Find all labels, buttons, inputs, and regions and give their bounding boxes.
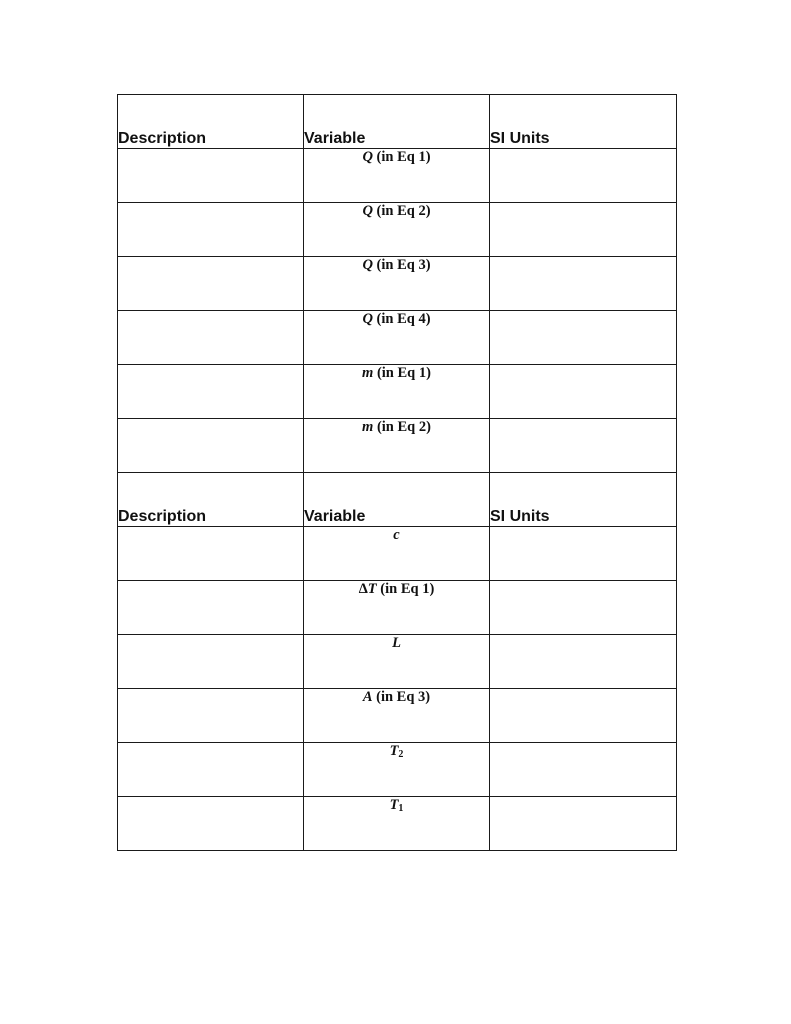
variables-table [117,94,677,851]
si-units-cell[interactable] [490,689,677,743]
variable-subscript: 1 [398,803,404,814]
variable-symbol: A [362,689,373,705]
variable-header: Variable [304,473,490,527]
variable-symbol: L [392,635,401,651]
si-units-cell[interactable] [490,581,677,635]
variable-subscript: 2 [398,749,404,760]
variable-qualifier: (in Eq 2) [373,419,431,435]
table-row [118,689,677,743]
variable-symbol: T [367,581,377,597]
description-cell[interactable] [118,581,304,635]
table-row [118,581,677,635]
si-units-header: SI Units [490,95,677,149]
variable-symbol: Q [362,257,373,273]
variable-symbol: m [362,419,374,435]
si-units-cell[interactable] [490,797,677,851]
si-units-cell[interactable] [490,257,677,311]
variable-symbol: T [389,797,399,813]
table-row [118,257,677,311]
description-cell[interactable] [118,365,304,419]
variable-cell [304,365,490,419]
description-cell[interactable] [118,257,304,311]
variable-cell [304,689,490,743]
variable-header: Variable [304,95,490,149]
variable-symbol: Q [362,311,373,327]
si-units-cell[interactable] [490,149,677,203]
table-row [118,203,677,257]
variable-qualifier: (in Eq 3) [372,257,431,273]
si-units-cell[interactable] [490,635,677,689]
description-cell[interactable] [118,797,304,851]
variable-cell [304,581,490,635]
si-units-cell[interactable] [490,743,677,797]
variable-qualifier: (in Eq 3) [372,689,431,705]
table-header-row [118,95,677,149]
description-cell[interactable] [118,419,304,473]
variable-cell [304,743,490,797]
variable-cell [304,527,490,581]
si-units-cell[interactable] [490,311,677,365]
table-row [118,419,677,473]
si-units-cell[interactable] [490,365,677,419]
variable-symbol: Q [362,149,373,165]
description-cell[interactable] [118,743,304,797]
variable-cell [304,797,490,851]
variable-cell [304,419,490,473]
variable-symbol: T [389,743,399,759]
variable-cell [304,635,490,689]
variable-cell [304,149,490,203]
variable-cell [304,203,490,257]
variable-qualifier: (in Eq 1) [372,149,431,165]
description-cell[interactable] [118,527,304,581]
table-row [118,311,677,365]
description-cell[interactable] [118,689,304,743]
variable-symbol: m [362,365,374,381]
table-row [118,365,677,419]
si-units-cell[interactable] [490,527,677,581]
table-header-row [118,473,677,527]
description-cell[interactable] [118,311,304,365]
variable-qualifier: (in Eq 4) [372,311,431,327]
description-header: Description [118,95,304,149]
description-cell[interactable] [118,149,304,203]
table-row [118,527,677,581]
variable-symbol: Q [362,203,373,219]
variable-prefix: Δ [358,581,368,597]
table-row [118,635,677,689]
variable-cell [304,311,490,365]
description-cell[interactable] [118,635,304,689]
variable-symbol: c [393,527,400,543]
table-row [118,149,677,203]
variable-qualifier: (in Eq 2) [372,203,431,219]
table-row [118,743,677,797]
si-units-header: SI Units [490,473,677,527]
si-units-cell[interactable] [490,419,677,473]
description-cell[interactable] [118,203,304,257]
variable-cell [304,257,490,311]
table-row [118,797,677,851]
variable-qualifier: (in Eq 1) [376,581,435,597]
description-header: Description [118,473,304,527]
variable-qualifier: (in Eq 1) [373,365,431,381]
si-units-cell[interactable] [490,203,677,257]
